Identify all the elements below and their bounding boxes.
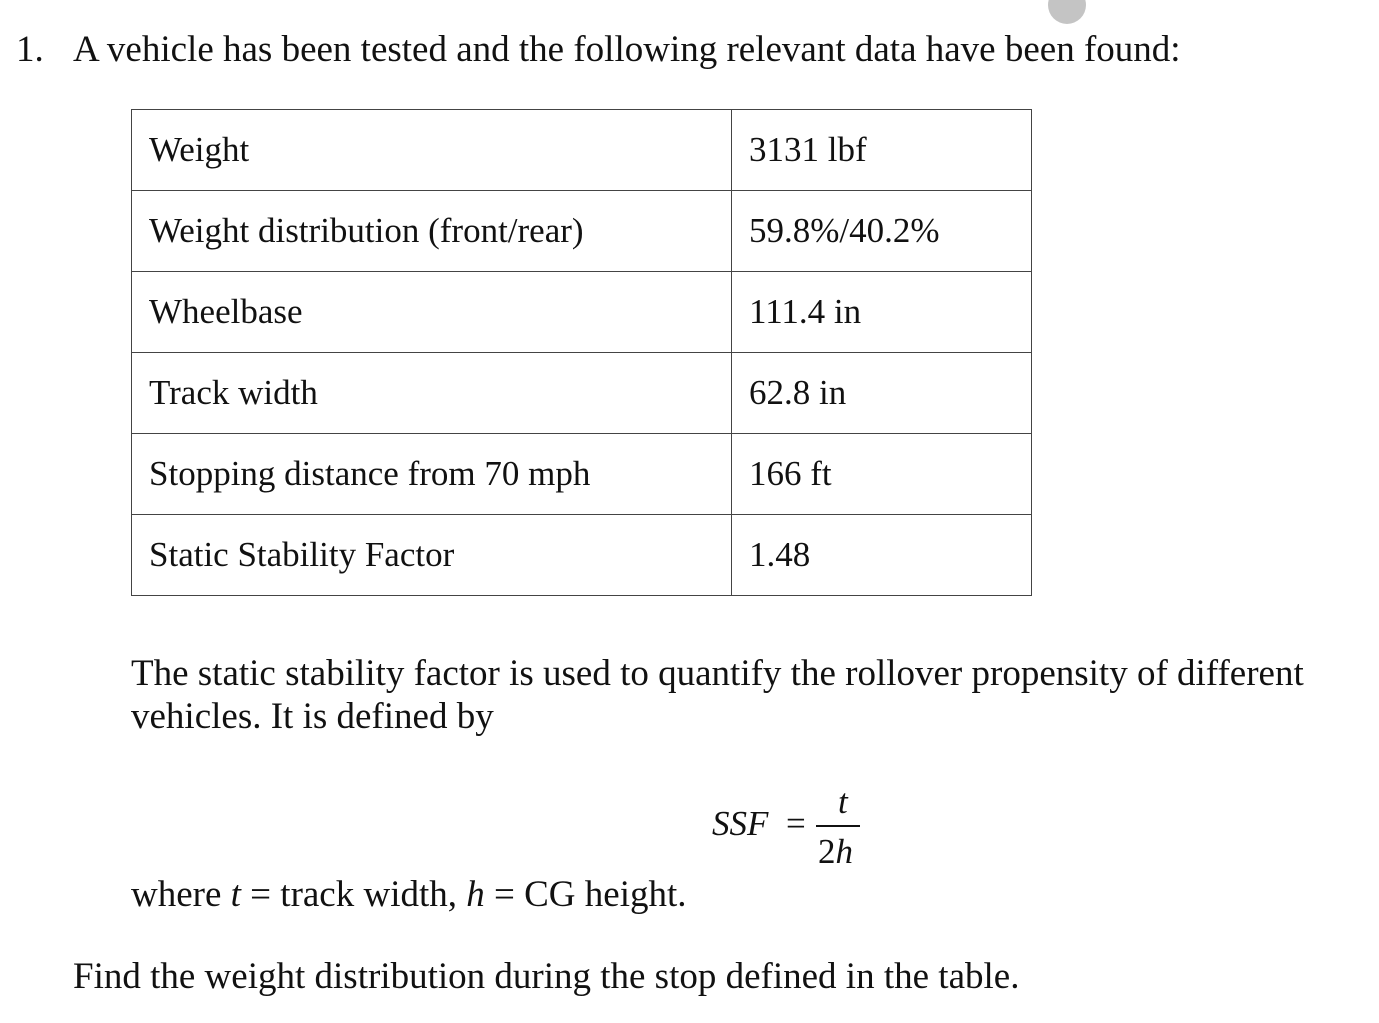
row-value: 59.8%/40.2%: [732, 191, 1032, 272]
row-value: 62.8 in: [732, 353, 1032, 434]
h-definition: = CG height.: [484, 874, 687, 915]
denominator-variable: h: [835, 832, 853, 871]
vehicle-data-table: [131, 109, 1032, 596]
table-row: [132, 515, 1032, 596]
formula-numerator: t: [838, 782, 848, 821]
page-corner-marker: [1048, 0, 1086, 24]
row-value: 166 ft: [732, 434, 1032, 515]
row-label: Weight distribution (front/rear): [132, 191, 732, 272]
h-variable: h: [466, 874, 485, 915]
formula-equals: =: [786, 804, 806, 843]
question-intro: A vehicle has been tested and the following relevant data have been found:: [73, 29, 1181, 70]
where-prefix: where: [131, 874, 231, 915]
row-label: Static Stability Factor: [132, 515, 732, 596]
denominator-coefficient: 2: [818, 832, 836, 871]
table-row: [132, 110, 1032, 191]
table-row: [132, 272, 1032, 353]
table-row: [132, 353, 1032, 434]
task-statement: Find the weight distribution during the stop defined in the table.: [73, 956, 1020, 997]
formula-denominator: [818, 832, 853, 872]
row-value: 111.4 in: [732, 272, 1032, 353]
row-label: Track width: [132, 353, 732, 434]
table-row: [132, 191, 1032, 272]
row-label: Weight: [132, 110, 732, 191]
row-label: Stopping distance from 70 mph: [132, 434, 732, 515]
table-row: [132, 434, 1032, 515]
t-variable: t: [230, 874, 241, 915]
ssf-explanation: The static stability factor is used to quantify the rollover propensity of different vehicles. It is defined by: [131, 653, 1304, 737]
question-number: 1.: [16, 29, 44, 70]
row-label: Wheelbase: [132, 272, 732, 353]
t-definition: = track width,: [240, 874, 467, 915]
row-value: 1.48: [732, 515, 1032, 596]
fraction-bar: [816, 825, 860, 827]
formula-lhs: SSF: [712, 804, 769, 843]
variable-definitions: [131, 873, 687, 917]
row-value: 3131 lbf: [732, 110, 1032, 191]
